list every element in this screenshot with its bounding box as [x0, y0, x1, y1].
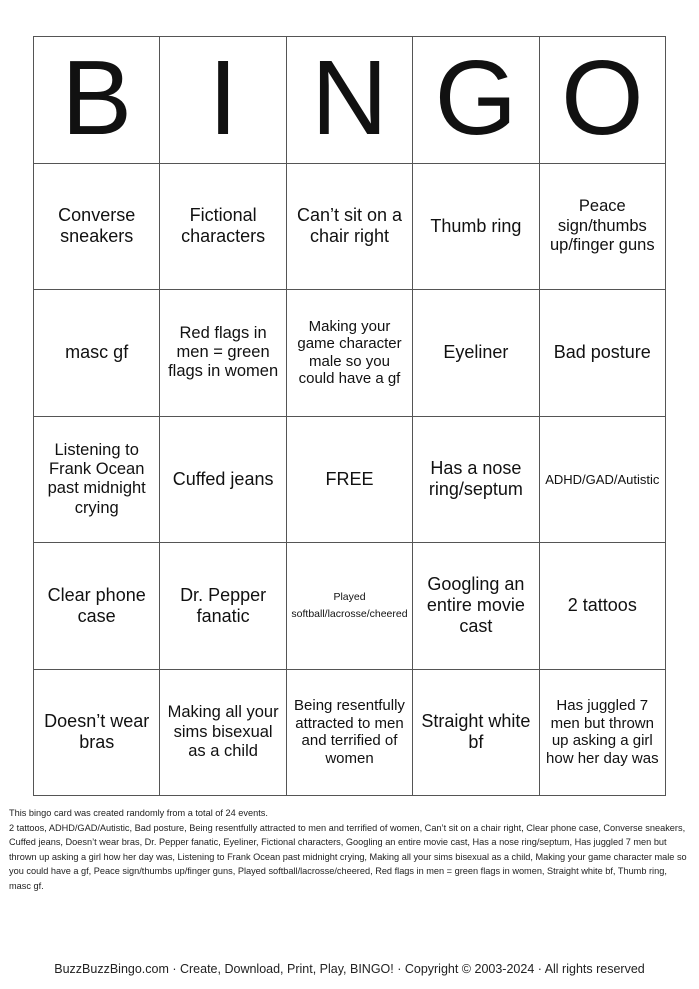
card-description	[9, 806, 689, 894]
bingo-cell: Thumb ring	[413, 164, 539, 291]
bingo-cell: Can’t sit on a chair right	[287, 164, 413, 291]
bingo-cell: Played softball/lacrosse/cheered	[287, 543, 413, 670]
bingo-cell: Dr. Pepper fanatic	[160, 543, 286, 670]
bingo-cell: ADHD/GAD/Autistic	[540, 417, 666, 544]
bingo-cell: Has a nose ring/septum	[413, 417, 539, 544]
bingo-card-grid	[33, 36, 666, 796]
bingo-cell: Eyeliner	[413, 290, 539, 417]
bingo-cell: Clear phone case	[34, 543, 160, 670]
event-list: 2 tattoos, ADHD/GAD/Autistic, Bad posture, Being resentfully attracted to men and terrified of women, Can’t sit on a chair right, Clear phone case, Converse sneakers, Cuffed jeans, Doesn’t wear bras, Dr. Pepper fanatic, Eyeliner, Fictional characters, Googling an entire movie cast, Has a nose ring/septum, Has juggled 7 men but thrown up asking a girl how her day was, Listening to Frank Ocean past midnight crying, Making all your sims bisexual as a child, Making your game character male so you could have a gf, Peace sign/thumbs up/finger guns, Played softball/lacrosse/cheered, Red flags in men = green flags in women, Straight white bf, Thumb ring, masc gf.	[9, 822, 687, 891]
bingo-cell: Googling an entire movie cast	[413, 543, 539, 670]
bingo-cell: Being resentfully attracted to men and terrified of women	[287, 670, 413, 797]
bingo-cell: 2 tattoos	[540, 543, 666, 670]
header-letter-i: I	[160, 37, 286, 164]
copyright-footer: BuzzBuzzBingo.com · Create, Download, Print, Play, BINGO! · Copyright © 2003-2024 · All rights reserved	[54, 962, 645, 976]
card-summary: This bingo card was created randomly from a total of 24 events.	[9, 808, 268, 818]
bingo-cell: masc gf	[34, 290, 160, 417]
bingo-cell: Listening to Frank Ocean past midnight crying	[34, 417, 160, 544]
bingo-cell: Doesn’t wear bras	[34, 670, 160, 797]
bingo-cell: Cuffed jeans	[160, 417, 286, 544]
bingo-cell: Converse sneakers	[34, 164, 160, 291]
bingo-cell: Peace sign/thumbs up/finger guns	[540, 164, 666, 291]
header-letter-g: G	[413, 37, 539, 164]
bingo-cell: Bad posture	[540, 290, 666, 417]
header-letter-b: B	[34, 37, 160, 164]
bingo-cell: Making all your sims bisexual as a child	[160, 670, 286, 797]
bingo-cell: Straight white bf	[413, 670, 539, 797]
bingo-cell: Has juggled 7 men but thrown up asking a girl how her day was	[540, 670, 666, 797]
free-space-cell: FREE	[287, 417, 413, 544]
bingo-cell: Fictional characters	[160, 164, 286, 291]
bingo-cell: Making your game character male so you could have a gf	[287, 290, 413, 417]
header-letter-o: O	[540, 37, 666, 164]
header-letter-n: N	[287, 37, 413, 164]
bingo-cell: Red flags in men = green flags in women	[160, 290, 286, 417]
